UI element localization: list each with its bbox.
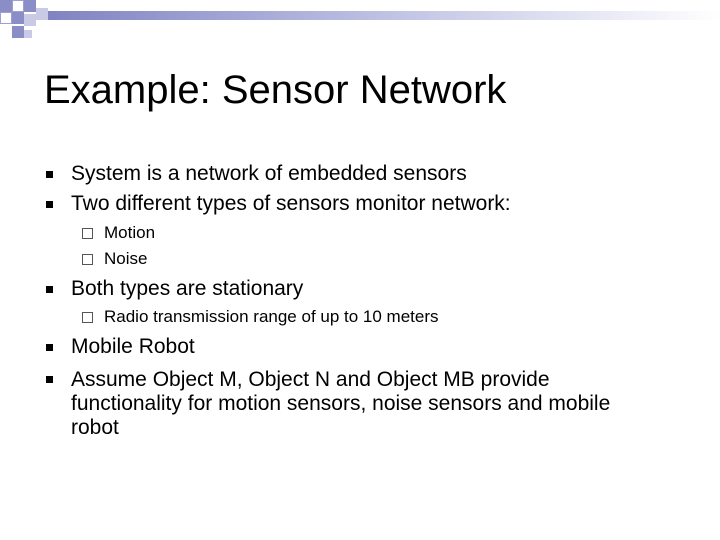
decor-square [12, 0, 24, 12]
sub-bullet-item: Motion [104, 223, 156, 242]
sub-bullet-box-icon [82, 312, 93, 323]
sub-bullet-item: Noise [104, 249, 148, 268]
decor-square [24, 30, 32, 38]
decor-square [36, 8, 48, 20]
bullet-item: System is a network of embedded sensors [71, 162, 467, 185]
bullet-square-icon [46, 201, 53, 208]
decor-square [12, 26, 24, 38]
decor-square [0, 0, 12, 12]
bullet-square-icon [46, 171, 53, 178]
decor-square [24, 0, 36, 12]
sub-bullet-item: Radio transmission range of up to 10 meters [104, 307, 439, 326]
bullet-item: Assume Object M, Object N and Object MB provide functionality for motion sensors, noise sensors and mobile robot [71, 368, 611, 439]
bullet-square-icon [46, 344, 53, 351]
bullet-item: Two different types of sensors monitor network: [71, 192, 511, 215]
header-gradient-bar [48, 11, 720, 20]
bullet-item: Mobile Robot [71, 335, 195, 358]
decor-square [12, 12, 24, 24]
bullet-square-icon [46, 286, 53, 293]
slide-title: Example: Sensor Network [44, 68, 507, 112]
sub-bullet-box-icon [82, 254, 93, 265]
sub-bullet-box-icon [82, 228, 93, 239]
header-decoration [0, 0, 720, 60]
decor-square [0, 12, 12, 24]
bullet-item: Both types are stationary [71, 277, 304, 300]
decor-square [24, 14, 36, 26]
bullet-square-icon [46, 376, 53, 383]
